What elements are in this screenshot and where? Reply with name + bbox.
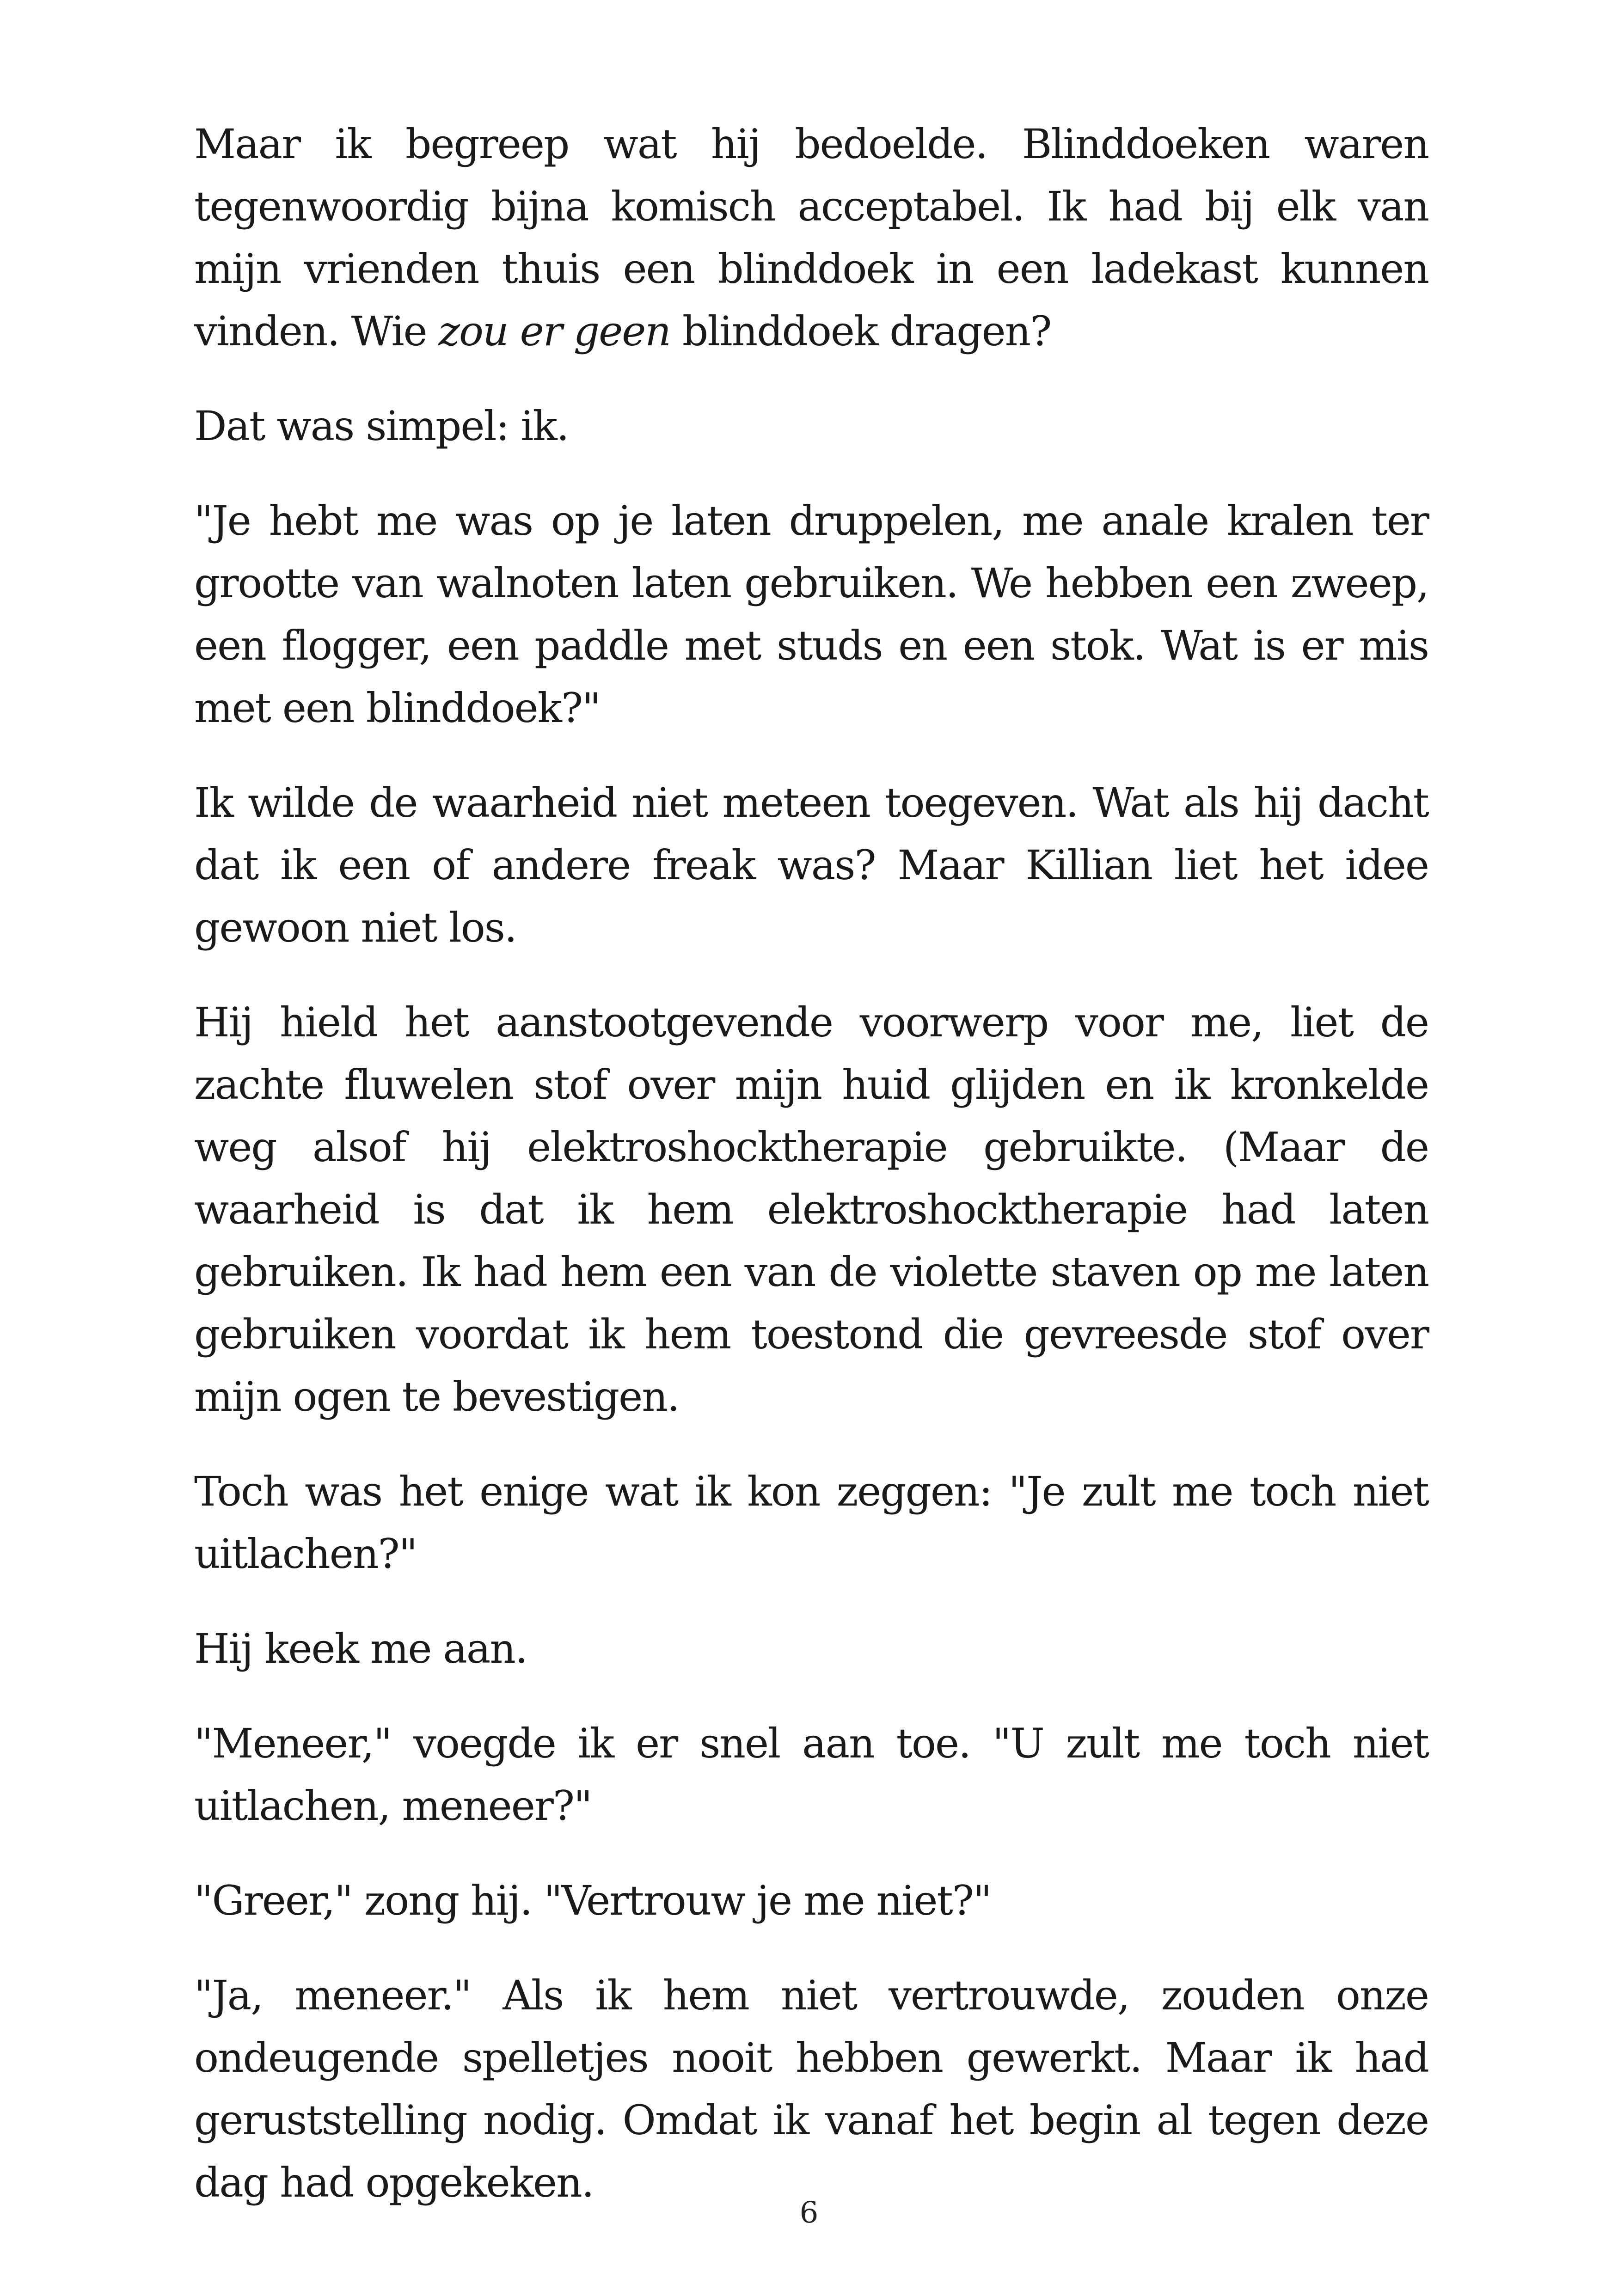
paragraph-1-text: Maar ik begreep wat hij bedoelde. Blinddoeken waren tegenwoordig bijna komisch acceptabel. Ik had bij elk van mijn vrienden thuis een blinddoek in een ladekast kunnen vinden. Wie — [194, 120, 1428, 355]
paragraph-7-text: Hij keek me aan. — [194, 1625, 527, 1672]
paragraph-7 — [194, 1617, 1428, 1680]
paragraph-10 — [194, 1964, 1428, 2214]
paragraph-6-text: Toch was het enige wat ik kon zeggen: "Je zult me toch niet uitlachen?" — [194, 1468, 1428, 1578]
paragraph-6 — [194, 1460, 1428, 1585]
paragraph-1 — [194, 113, 1428, 362]
paragraph-8-text: "Meneer," voegde ik er snel aan toe. "U zult me toch niet uitlachen, meneer?" — [194, 1720, 1428, 1830]
paragraph-5 — [194, 991, 1428, 1428]
paragraph-10-text: "Ja, meneer." Als ik hem niet vertrouwde, zouden onze ondeugende spelletjes nooit hebben gewerkt. Maar ik had geruststelling nodig. Omdat ik vanaf het begin al tegen deze dag had opgekeken. — [194, 1971, 1428, 2206]
paragraph-3 — [194, 490, 1428, 739]
paragraph-3-text: "Je hebt me was op je laten druppelen, me anale kralen ter grootte van walnoten laten gebruiken. We hebben een zweep, een flogger, een paddle met studs en een stok. Wat is er mis met een blinddoek?" — [194, 497, 1428, 732]
paragraph-4-text: Ik wilde de waarheid niet meteen toegeven. Wat als hij dacht dat ik een of andere freak was? Maar Killian liet het idee gewoon niet los. — [194, 779, 1428, 951]
page-number: 6 — [799, 2196, 819, 2230]
paragraph-9-text: "Greer," zong hij. "Vertrouw je me niet?" — [194, 1877, 991, 1924]
paragraph-9 — [194, 1869, 1428, 1932]
paragraph-2 — [194, 395, 1428, 457]
paragraph-1-text-end: blinddoek dragen? — [670, 307, 1051, 355]
paragraph-8 — [194, 1712, 1428, 1837]
paragraph-5-text: Hij hield het aanstootgevende voorwerp voor me, liet de zachte fluwelen stof over mijn huid glijden en ik kronkelde weg alsof hij elektroshocktherapie gebruikte. (Maar de waarheid is dat ik hem elektroshocktherapie had laten gebruiken. Ik had hem een van de violette staven op me laten gebruiken voordat ik hem toestond die gevreesde stof over mijn ogen te bevestigen. — [194, 998, 1428, 1420]
paragraph-4 — [194, 771, 1428, 959]
paragraph-2-text: Dat was simpel: ik. — [194, 402, 569, 450]
paragraph-1-italic-text: zou er geen — [438, 307, 670, 355]
document-body — [194, 113, 1428, 2246]
